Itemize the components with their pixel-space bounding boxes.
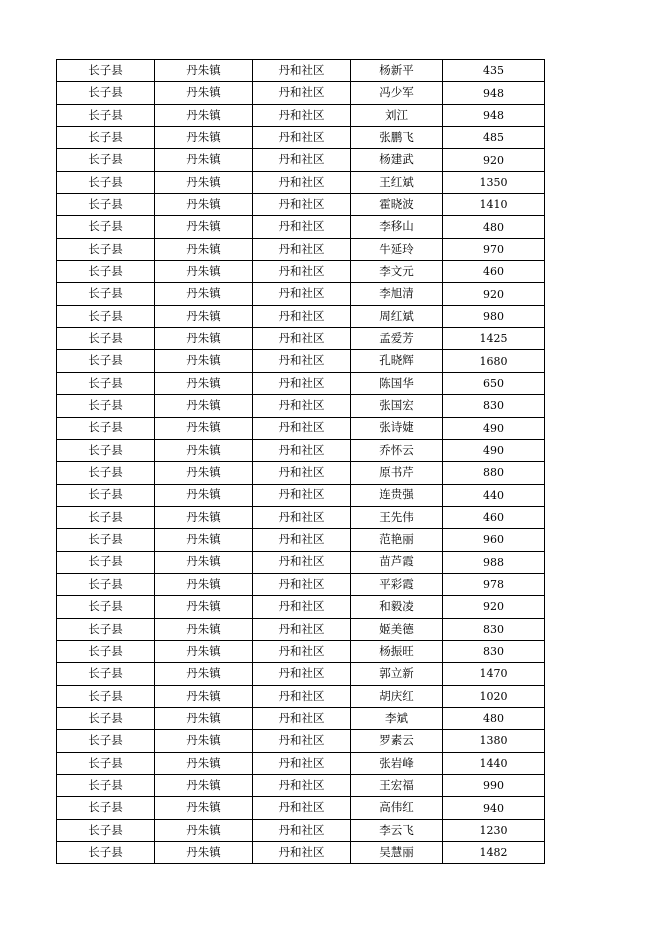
table-row [57,149,545,171]
county-cell: 长子县 [57,194,155,216]
name-cell: 高伟红 [351,797,443,819]
table-row [57,283,545,305]
table-row [57,506,545,528]
town-cell: 丹朱镇 [155,797,253,819]
county-cell: 长子县 [57,60,155,82]
community-cell: 丹和社区 [253,305,351,327]
county-cell: 长子县 [57,640,155,662]
community-cell: 丹和社区 [253,462,351,484]
amount-cell: 980 [443,305,545,327]
community-cell: 丹和社区 [253,752,351,774]
table-row [57,328,545,350]
community-cell: 丹和社区 [253,797,351,819]
amount-cell: 978 [443,573,545,595]
table-row [57,707,545,729]
county-cell: 长子县 [57,283,155,305]
amount-cell: 920 [443,149,545,171]
town-cell: 丹朱镇 [155,842,253,864]
amount-cell: 920 [443,596,545,618]
table-row [57,573,545,595]
amount-cell: 830 [443,640,545,662]
name-cell: 李云飞 [351,819,443,841]
community-cell: 丹和社区 [253,350,351,372]
town-cell: 丹朱镇 [155,82,253,104]
name-cell: 罗素云 [351,730,443,752]
town-cell: 丹朱镇 [155,60,253,82]
community-cell: 丹和社区 [253,439,351,461]
county-cell: 长子县 [57,395,155,417]
table-row [57,618,545,640]
name-cell: 姬美德 [351,618,443,640]
amount-cell: 920 [443,283,545,305]
name-cell: 张鹏飞 [351,127,443,149]
town-cell: 丹朱镇 [155,640,253,662]
data-table [56,59,545,864]
table-body [57,60,545,864]
county-cell: 长子县 [57,506,155,528]
amount-cell: 1680 [443,350,545,372]
town-cell: 丹朱镇 [155,529,253,551]
table-row [57,819,545,841]
table-row [57,238,545,260]
community-cell: 丹和社区 [253,261,351,283]
name-cell: 陈国华 [351,372,443,394]
amount-cell: 1380 [443,730,545,752]
name-cell: 张岩峰 [351,752,443,774]
amount-cell: 485 [443,127,545,149]
community-cell: 丹和社区 [253,417,351,439]
amount-cell: 1470 [443,663,545,685]
county-cell: 长子县 [57,171,155,193]
county-cell: 长子县 [57,350,155,372]
table-row [57,596,545,618]
name-cell: 范艳丽 [351,529,443,551]
county-cell: 长子县 [57,775,155,797]
table-row [57,462,545,484]
community-cell: 丹和社区 [253,707,351,729]
amount-cell: 1425 [443,328,545,350]
town-cell: 丹朱镇 [155,261,253,283]
county-cell: 长子县 [57,305,155,327]
community-cell: 丹和社区 [253,238,351,260]
amount-cell: 830 [443,618,545,640]
table-row [57,640,545,662]
table-row [57,797,545,819]
name-cell: 李斌 [351,707,443,729]
county-cell: 长子县 [57,439,155,461]
name-cell: 吴慧丽 [351,842,443,864]
amount-cell: 990 [443,775,545,797]
community-cell: 丹和社区 [253,194,351,216]
town-cell: 丹朱镇 [155,395,253,417]
name-cell: 刘江 [351,104,443,126]
town-cell: 丹朱镇 [155,685,253,707]
county-cell: 长子县 [57,707,155,729]
town-cell: 丹朱镇 [155,775,253,797]
county-cell: 长子县 [57,149,155,171]
county-cell: 长子县 [57,82,155,104]
name-cell: 张国宏 [351,395,443,417]
table-row [57,752,545,774]
community-cell: 丹和社区 [253,775,351,797]
amount-cell: 948 [443,82,545,104]
table-row [57,842,545,864]
town-cell: 丹朱镇 [155,506,253,528]
amount-cell: 460 [443,261,545,283]
town-cell: 丹朱镇 [155,372,253,394]
community-cell: 丹和社区 [253,551,351,573]
amount-cell: 435 [443,60,545,82]
name-cell: 孟爱芳 [351,328,443,350]
table-row [57,82,545,104]
community-cell: 丹和社区 [253,104,351,126]
amount-cell: 480 [443,216,545,238]
county-cell: 长子县 [57,462,155,484]
community-cell: 丹和社区 [253,484,351,506]
table-row [57,171,545,193]
community-cell: 丹和社区 [253,372,351,394]
county-cell: 长子县 [57,104,155,126]
name-cell: 杨新平 [351,60,443,82]
table-row [57,417,545,439]
community-cell: 丹和社区 [253,819,351,841]
name-cell: 胡庆红 [351,685,443,707]
town-cell: 丹朱镇 [155,618,253,640]
table-row [57,730,545,752]
name-cell: 孔晓辉 [351,350,443,372]
community-cell: 丹和社区 [253,842,351,864]
town-cell: 丹朱镇 [155,596,253,618]
name-cell: 平彩霞 [351,573,443,595]
community-cell: 丹和社区 [253,506,351,528]
county-cell: 长子县 [57,842,155,864]
county-cell: 长子县 [57,685,155,707]
amount-cell: 460 [443,506,545,528]
table-row [57,551,545,573]
name-cell: 王宏福 [351,775,443,797]
table-row [57,372,545,394]
table-row [57,194,545,216]
table-row [57,305,545,327]
name-cell: 原书芹 [351,462,443,484]
town-cell: 丹朱镇 [155,439,253,461]
community-cell: 丹和社区 [253,529,351,551]
community-cell: 丹和社区 [253,395,351,417]
county-cell: 长子县 [57,730,155,752]
town-cell: 丹朱镇 [155,573,253,595]
county-cell: 长子县 [57,417,155,439]
community-cell: 丹和社区 [253,596,351,618]
county-cell: 长子县 [57,663,155,685]
community-cell: 丹和社区 [253,618,351,640]
town-cell: 丹朱镇 [155,484,253,506]
amount-cell: 880 [443,462,545,484]
name-cell: 李移山 [351,216,443,238]
county-cell: 长子县 [57,372,155,394]
amount-cell: 1482 [443,842,545,864]
town-cell: 丹朱镇 [155,730,253,752]
county-cell: 长子县 [57,216,155,238]
name-cell: 和毅凌 [351,596,443,618]
amount-cell: 970 [443,238,545,260]
town-cell: 丹朱镇 [155,707,253,729]
community-cell: 丹和社区 [253,730,351,752]
town-cell: 丹朱镇 [155,127,253,149]
amount-cell: 830 [443,395,545,417]
town-cell: 丹朱镇 [155,238,253,260]
table-row [57,663,545,685]
name-cell: 王红斌 [351,171,443,193]
amount-cell: 948 [443,104,545,126]
community-cell: 丹和社区 [253,171,351,193]
name-cell: 王先伟 [351,506,443,528]
community-cell: 丹和社区 [253,82,351,104]
amount-cell: 1410 [443,194,545,216]
name-cell: 李旭清 [351,283,443,305]
county-cell: 长子县 [57,573,155,595]
table-row [57,529,545,551]
amount-cell: 1350 [443,171,545,193]
amount-cell: 440 [443,484,545,506]
amount-cell: 650 [443,372,545,394]
table-row [57,775,545,797]
community-cell: 丹和社区 [253,283,351,305]
town-cell: 丹朱镇 [155,462,253,484]
name-cell: 周红斌 [351,305,443,327]
name-cell: 牛延玲 [351,238,443,260]
town-cell: 丹朱镇 [155,171,253,193]
county-cell: 长子县 [57,261,155,283]
name-cell: 张诗婕 [351,417,443,439]
name-cell: 杨建武 [351,149,443,171]
table-row [57,395,545,417]
name-cell: 苗芦霞 [351,551,443,573]
community-cell: 丹和社区 [253,685,351,707]
county-cell: 长子县 [57,797,155,819]
amount-cell: 960 [443,529,545,551]
town-cell: 丹朱镇 [155,551,253,573]
amount-cell: 1020 [443,685,545,707]
county-cell: 长子县 [57,127,155,149]
table-row [57,439,545,461]
county-cell: 长子县 [57,618,155,640]
county-cell: 长子县 [57,551,155,573]
amount-cell: 490 [443,439,545,461]
town-cell: 丹朱镇 [155,104,253,126]
name-cell: 霍晓波 [351,194,443,216]
town-cell: 丹朱镇 [155,305,253,327]
town-cell: 丹朱镇 [155,752,253,774]
amount-cell: 480 [443,707,545,729]
name-cell: 乔怀云 [351,439,443,461]
county-cell: 长子县 [57,484,155,506]
town-cell: 丹朱镇 [155,663,253,685]
table-row [57,261,545,283]
town-cell: 丹朱镇 [155,328,253,350]
table-row [57,104,545,126]
town-cell: 丹朱镇 [155,417,253,439]
county-cell: 长子县 [57,529,155,551]
amount-cell: 1230 [443,819,545,841]
community-cell: 丹和社区 [253,640,351,662]
county-cell: 长子县 [57,752,155,774]
table-row [57,60,545,82]
community-cell: 丹和社区 [253,663,351,685]
county-cell: 长子县 [57,596,155,618]
county-cell: 长子县 [57,238,155,260]
town-cell: 丹朱镇 [155,194,253,216]
table-row [57,350,545,372]
table-row [57,216,545,238]
amount-cell: 490 [443,417,545,439]
county-cell: 长子县 [57,819,155,841]
community-cell: 丹和社区 [253,216,351,238]
name-cell: 李文元 [351,261,443,283]
table-row [57,484,545,506]
community-cell: 丹和社区 [253,328,351,350]
name-cell: 连贵强 [351,484,443,506]
town-cell: 丹朱镇 [155,149,253,171]
town-cell: 丹朱镇 [155,283,253,305]
town-cell: 丹朱镇 [155,819,253,841]
amount-cell: 940 [443,797,545,819]
name-cell: 郭立新 [351,663,443,685]
table-row [57,127,545,149]
name-cell: 杨振旺 [351,640,443,662]
amount-cell: 1440 [443,752,545,774]
community-cell: 丹和社区 [253,127,351,149]
name-cell: 冯少军 [351,82,443,104]
town-cell: 丹朱镇 [155,350,253,372]
county-cell: 长子县 [57,328,155,350]
community-cell: 丹和社区 [253,149,351,171]
community-cell: 丹和社区 [253,60,351,82]
town-cell: 丹朱镇 [155,216,253,238]
table-row [57,685,545,707]
community-cell: 丹和社区 [253,573,351,595]
amount-cell: 988 [443,551,545,573]
